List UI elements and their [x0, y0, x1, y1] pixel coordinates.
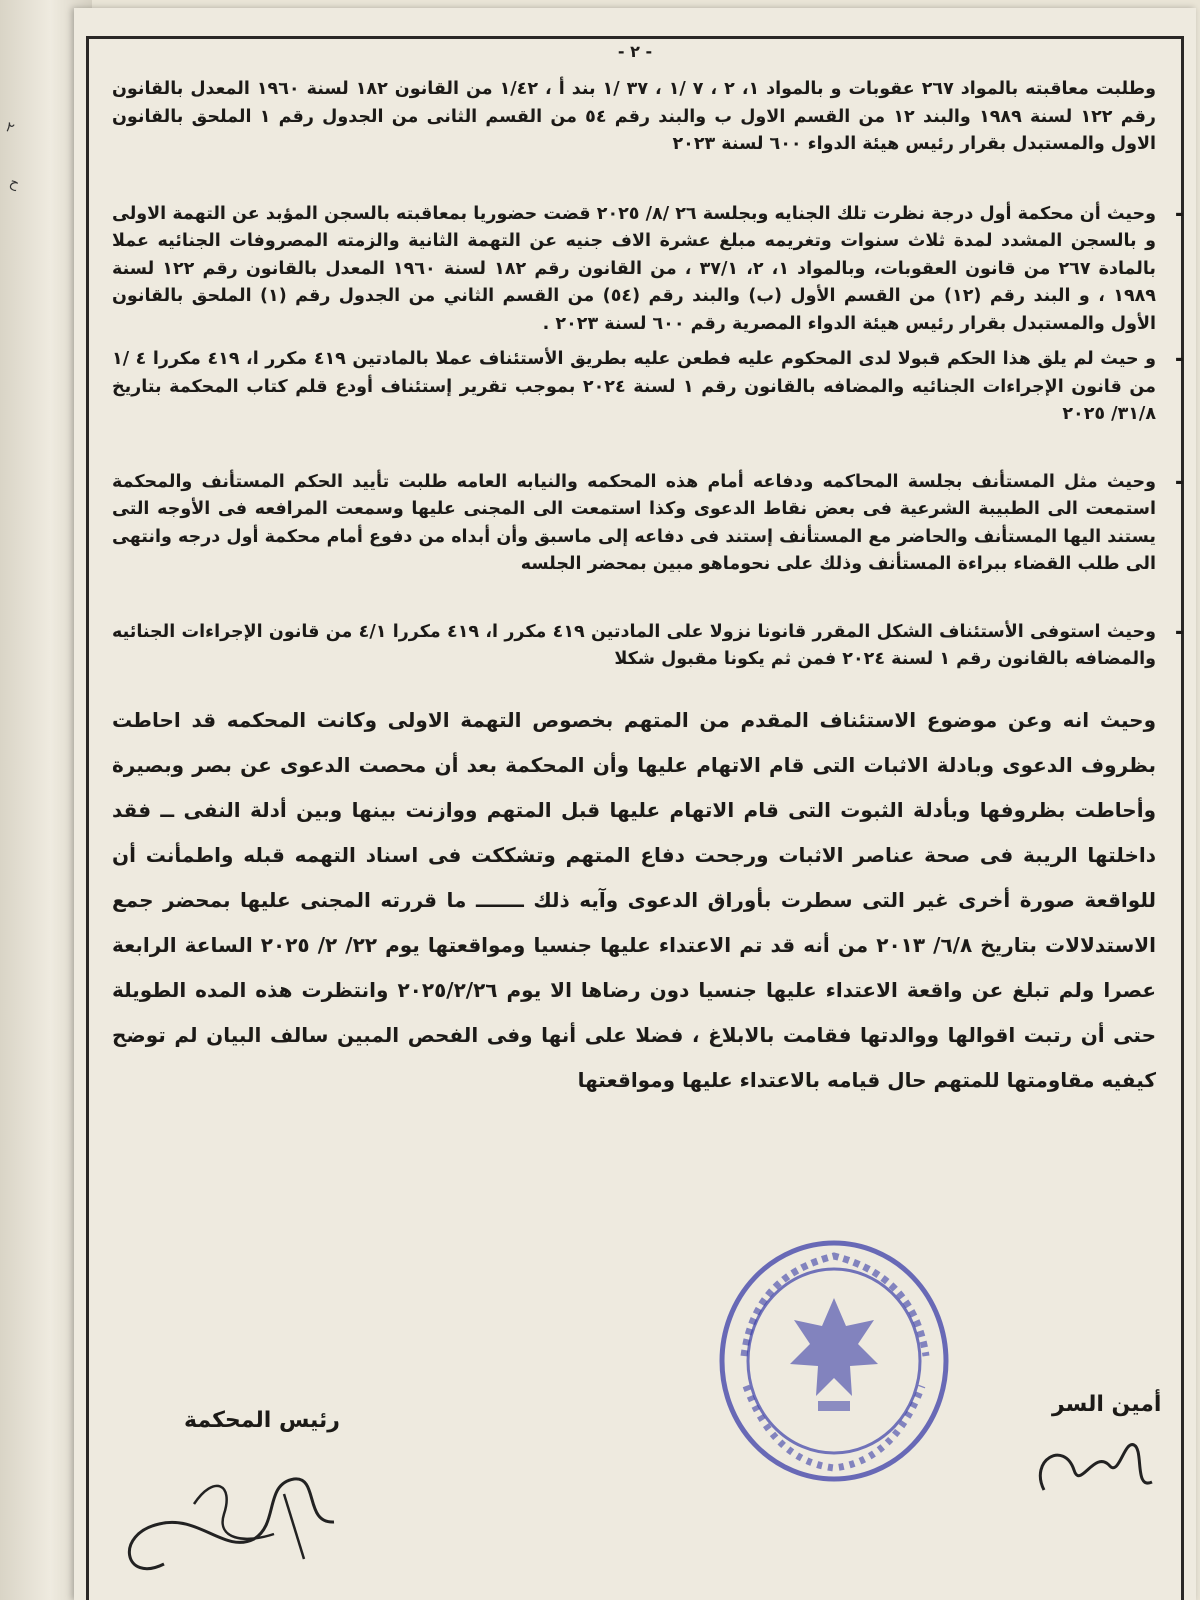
bullet-dash: -: [1174, 469, 1184, 495]
bullet-dash: -: [1174, 201, 1184, 227]
court-president-label: رئيس المحكمة: [184, 1408, 340, 1433]
paragraph-text: وحيث مثل المستأنف بجلسة المحاكمه ودفاعه أمام هذه المحكمه والنيابه العامه طلبت تأييد الحكم المستأنف والمحكمة استمعت الى الطبيبة الشرعية فى بعض نقاط الدعوى وكذا استمعت الى المجنى عليها وسمعت المرافعه فى الأوجه التى يستند اليها المستأنف والحاضر مع المستأنف إستند فى دفاعه إلى ماسبق وأن أبداه من دفوع أمام محكمة أول درجه وانتهى الى طلب القضاء ببراءة المستأنف وذلك على نحوماهو مبين بمحضر الجلسه: [112, 471, 1156, 574]
paragraph-first-instance-ruling: [112, 201, 1184, 339]
court-stamp: [714, 1236, 954, 1486]
bullet-dash: -: [1174, 619, 1184, 645]
paragraph-appeal-filed: [112, 346, 1184, 429]
paragraph-text: وحيث استوفى الأستئناف الشكل المقرر قانونا نزولا على المادتين ٤١٩ مكرر ا، ٤١٩ مكررا ٤/١ من قانون الإجراءات الجنائيه والمضافه بالقانون رقم ١ لسنة ٢٠٢٤ فمن ثم يكونا مقبول شكلا: [112, 621, 1157, 669]
secretary-signature: [1024, 1420, 1164, 1510]
paragraph-text: وحيث أن محكمة أول درجة نظرت تلك الجنايه وبجلسة ٢٦ /٨/ ٢٠٢٥ قضت حضوريا بمعاقبته بالسجن المؤبد عن التهمة الاولى و بالسجن المشدد لمدة ثلاث سنوات وتغريمه مبلغ عشرة الاف جنيه عن التهمة الثانية والزمته المصروفات الجنائيه عملا بالمادة ٢٦٧ من قانون العقوبات، وبالمواد ١، ٢، ٣٧/١ ، من القانون رقم ١٨٢ لسنة ١٩٦٠ المعدل بالقانون رقم ١٢٢ لسنة ١٩٨٩ ، و البند رقم (١٢) من القسم الأول (ب) والبند رقم (٥٤) من القسم الثاني من الجدول رقم (١) الملحق بالقانون الأول والمستبدل بقرار رئيس هيئة الدواء المصرية رقم ٦٠٠ لسنة ٢٠٢٣ .: [112, 203, 1157, 334]
edge-mark: ح: [7, 173, 23, 193]
secretary-label: أمين السر: [1052, 1392, 1162, 1417]
document-page: [74, 8, 1196, 1600]
page-number: - ٢ -: [617, 42, 653, 61]
paragraph-merits: وحيث انه وعن موضوع الاستئناف المقدم من المتهم بخصوص التهمة الاولى وكانت المحكمه قد احاطت بظروف الدعوى وبادلة الاثبات التى قام الاتهام عليها وأن المحكمة بعد أن محصت الدعوى عن بصر وبصيرة وأحاطت بظروفها وبأدلة الثبوت التى قام الاتهام عليها قبل المتهم ووازنت بينها وبين أدلة النفى ــ فقد داخلتها الريبة فى صحة عناصر الاثبات ورجحت دفاع المتهم وتشككت فى اسناد التهمه قبله واطمأنت أن للواقعة صورة أخرى غير التى سطرت بأوراق الدعوى وآيه ذلك ـــــــ ما قررته المجنى عليها بمحضر جمع الاستدلالات بتاريخ ٦/٨/ ٢٠١٣ من أنه قد تم الاعتداء عليها جنسيا ومواقعتها يوم ٢٢/ ٢/ ٢٠٢٥ الساعة الرابعة عصرا ولم تبلغ عن واقعة الاعتداء عليها جنسيا دون رضاها الا يوم ٢٠٢٥/٢/٢٦ وانتظرت هذه المده الطويلة حتى أن رتبت اقوالها ووالدتها فقامت بالابلاغ ، فضلا على أنها وفى الفحص المبين سالف البيان لم توضح كيفيه مقاومتها للمتهم حال قيامه بالاعتداء عليها ومواقعتها: [112, 707, 1156, 1092]
court-president-signature: [104, 1444, 364, 1594]
paragraph-appeal-accepted: [112, 619, 1184, 674]
paragraph-hearing: [112, 469, 1184, 579]
document-body: [112, 66, 1184, 1103]
bullet-dash: -: [1174, 347, 1184, 372]
paragraph-charges: وطلبت معاقبته بالمواد ٢٦٧ عقوبات و بالمواد ١، ٢ ، ٧ /١ ، ٣٧ /١ بند أ ، ١/٤٢ من القانون ١٨٢ لسنة ١٩٦٠ المعدل بالقانون رقم ١٢٢ لسنة ١٩٨٩ والبند ١٢ من القسم الاول ب والبند رقم ٥٤ من القسم الثانى من الجدول رقم ١ الملحق بالقانون الاول والمستبدل بقرار رئيس هيئة الدواء ٦٠٠ لسنة ٢٠٢٣: [112, 79, 1156, 154]
edge-mark: ٢: [2, 119, 17, 137]
paragraph-text: و حيث لم يلق هذا الحكم قبولا لدى المحكوم عليه فطعن عليه بطريق الأستئناف عملا بالمادتين ٤١٩ مكرر ا، ٤١٩ مكررا ٤ /١ من قانون الإجراءات الجنائيه والمضافه بالقانون رقم ١ لسنة ٢٠٢٤ بموجب تقرير إستئناف أودع قلم كتاب المحكمة بتاريخ ٣١/٨/ ٢٠٢٥: [112, 349, 1157, 424]
